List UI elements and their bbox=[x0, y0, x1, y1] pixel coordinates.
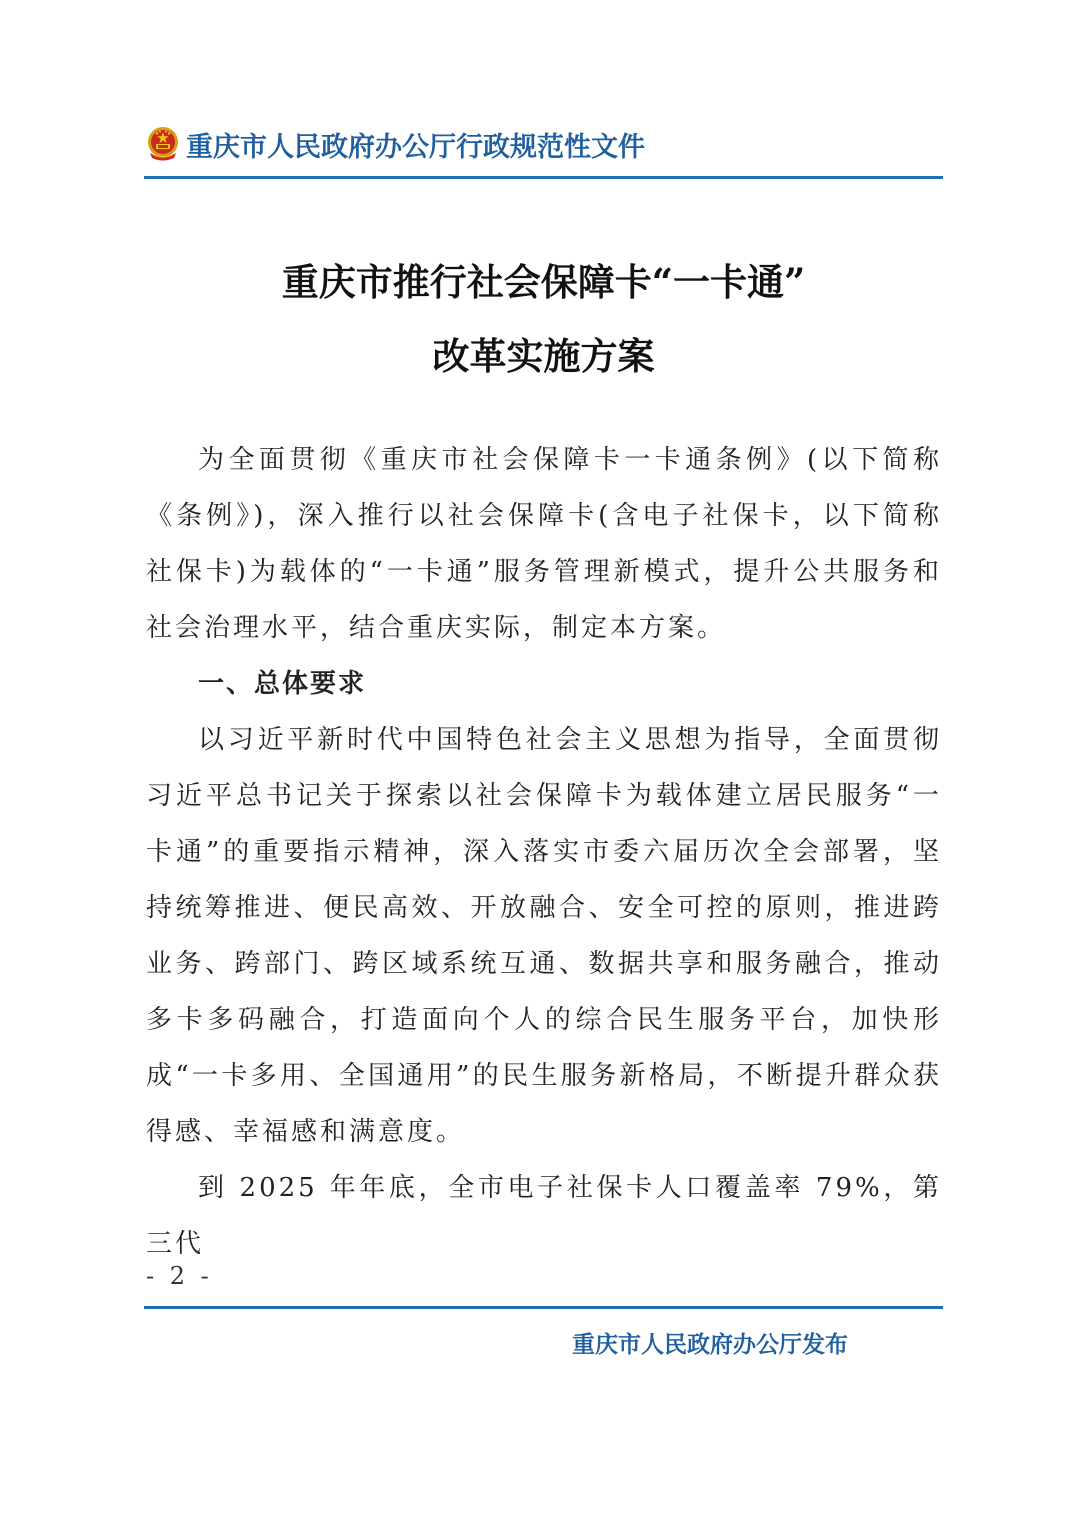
page-number: - 2 - bbox=[146, 1262, 213, 1290]
document-title-line-1: 重庆市推行社会保障卡“一卡通” bbox=[281, 260, 806, 304]
document-header bbox=[146, 120, 942, 168]
section-heading: 一、总体要求 bbox=[198, 669, 367, 699]
footer-divider bbox=[144, 1306, 943, 1309]
intro-paragraph: 为全面贯彻《重庆市社会保障卡一卡通条例》(以下简称《条例》)，深入推行以社会保障卡(含电子社保卡，以下简称社保卡)为载体的“一卡通”服务管理新模式，提升公共服务和社会治理水平，结合重庆实际，制定本方案。 bbox=[146, 445, 942, 643]
document-body bbox=[146, 432, 942, 1272]
header-title: 重庆市人民政府办公厅行政规范性文件 bbox=[186, 131, 645, 163]
header-divider bbox=[144, 176, 943, 179]
body-paragraph: 到 2025 年年底，全市电子社保卡人口覆盖率 79%，第三代 bbox=[146, 1173, 942, 1259]
national-emblem-icon bbox=[146, 125, 180, 163]
publisher-label: 重庆市人民政府办公厅发布 bbox=[572, 1332, 848, 1358]
document-title-line-2: 改革实施方案 bbox=[432, 334, 655, 378]
body-paragraph: 以习近平新时代中国特色社会主义思想为指导，全面贯彻习近平总书记关于探索以社会保障卡为载体建立居民服务“一卡通”的重要指示精神，深入落实市委六届历次全会部署，坚持统筹推进、便民高效、开放融合、安全可控的原则，推进跨业务、跨部门、跨区域系统互通、数据共享和服务融合，推动多卡多码融合，打造面向个人的综合民生服务平台，加快形成“一卡多用、全国通用”的民生服务新格局，不断提升群众获得感、幸福感和满意度。 bbox=[146, 725, 942, 1147]
